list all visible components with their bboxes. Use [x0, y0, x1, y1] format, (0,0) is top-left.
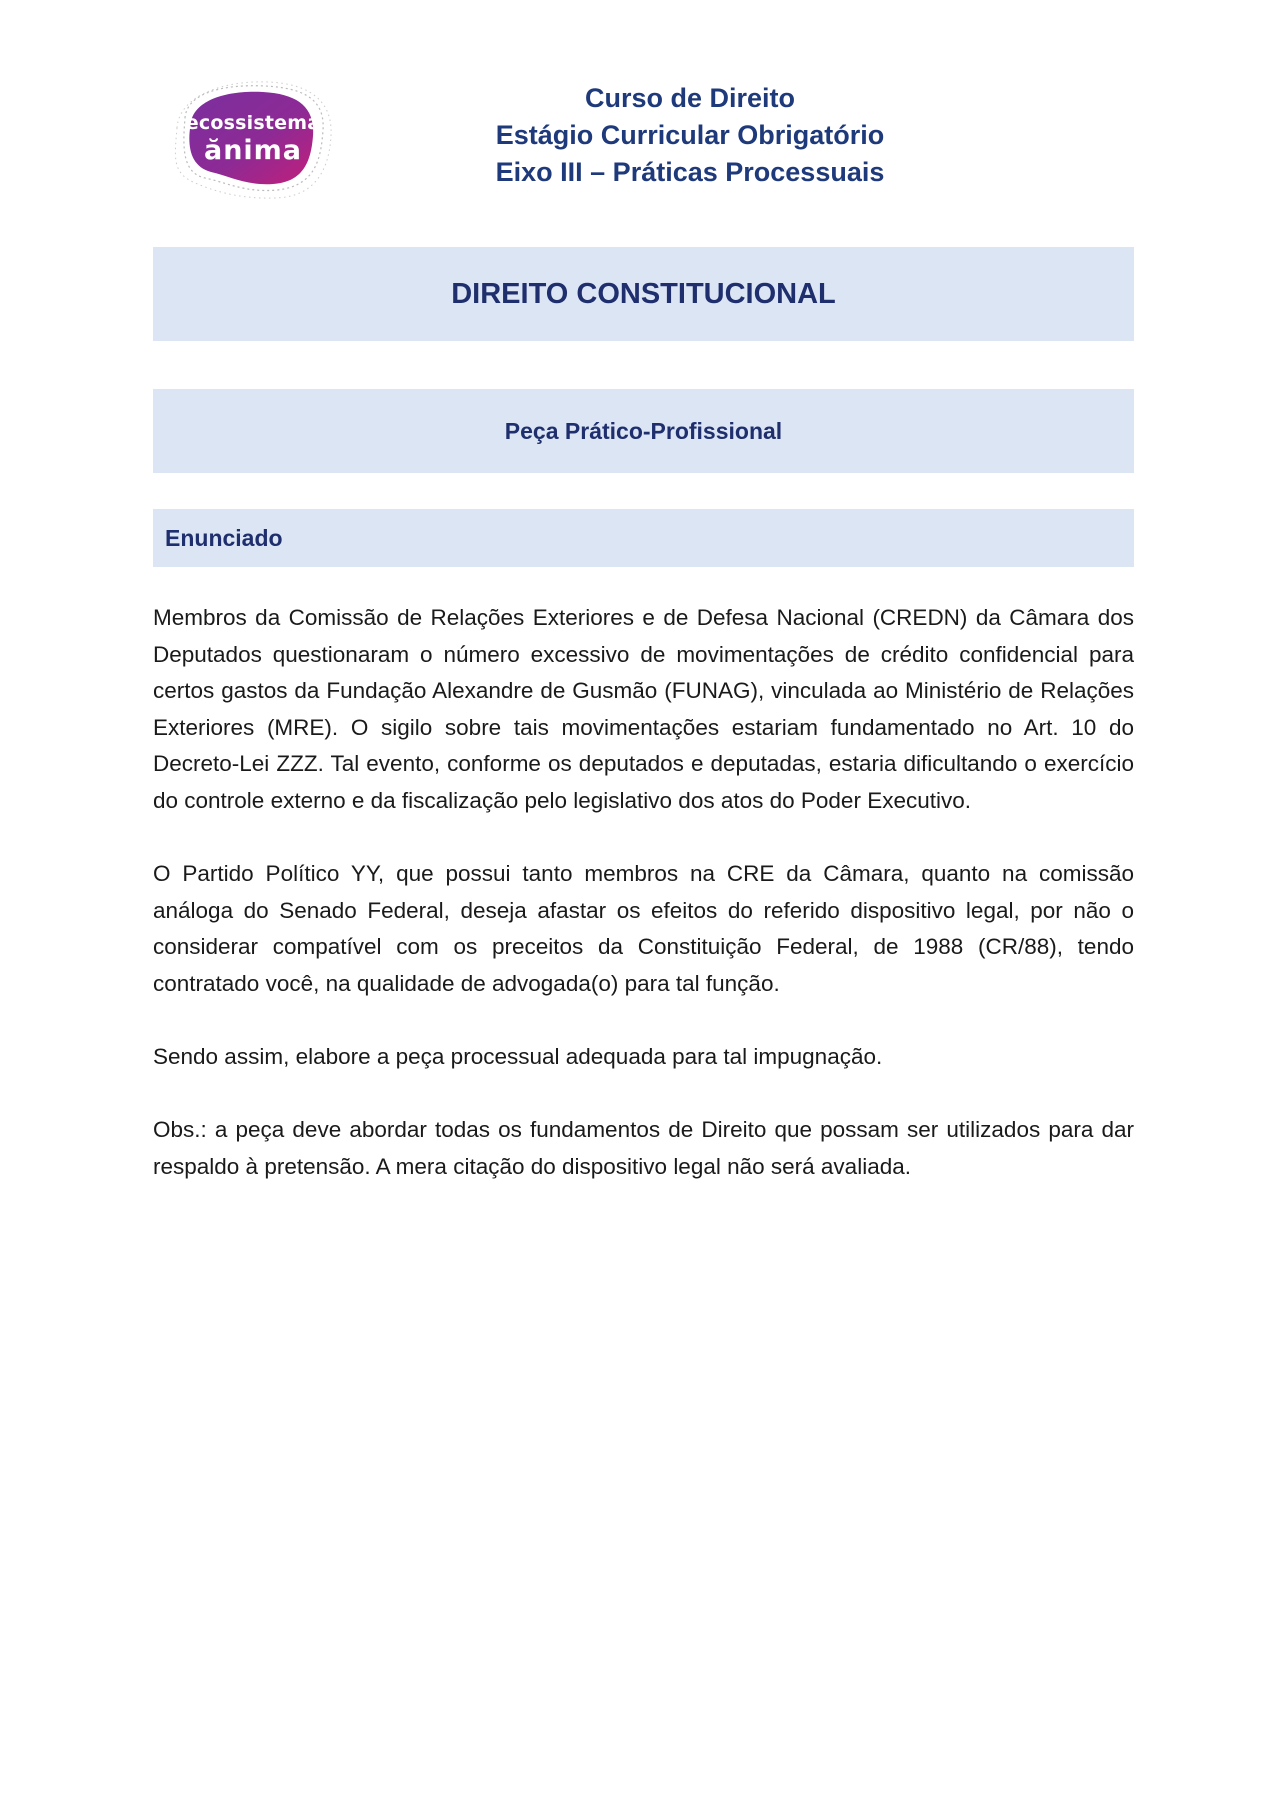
document-header [440, 80, 940, 191]
section-band [153, 509, 1134, 567]
paragraph: O Partido Político YY, que possui tanto membros na CRE da Câmara, quanto na comissão análoga do Senado Federal, deseja afastar os efeitos do referido dispositivo legal, por não o considerar compatível com os preceitos da Constituição Federal, de 1988 (CR/88), tendo contratado você, na qualidade de advogada(o) para tal função. [153, 861, 1134, 996]
statement-body [153, 600, 1134, 1222]
paragraph: Membros da Comissão de Relações Exteriores e de Defesa Nacional (CREDN) da Câmara dos Deputados questionaram o número excessivo de movimentações de crédito confidencial para certos gastos da Fundação Alexandre de Gusmão (FUNAG), vinculada ao Ministério de Relações Exteriores (MRE). O sigilo sobre tais movimentações estariam fundamentado no Art. 10 do Decreto-Lei ZZZ. Tal evento, conforme os deputados e deputadas, estaria dificultando o exercício do controle externo e da fiscalização pelo legislativo dos atos do Poder Executivo. [153, 605, 1134, 813]
section-heading: Enunciado [165, 524, 283, 551]
logo-text [165, 78, 335, 203]
paragraph: Sendo assim, elabore a peça processual adequada para tal impugnação. [153, 1044, 883, 1070]
paragraph: Obs.: a peça deve abordar todas os fundamentos de Direito que possam ser utilizados para dar respaldo à pretensão. A mera citação do dispositivo legal não será avaliada. [153, 1117, 1134, 1179]
header-axis: Eixo III – Práticas Processuais [495, 157, 885, 187]
title-band [153, 247, 1134, 341]
logo-text-line1: ecossistema [185, 111, 321, 134]
document-title: DIREITO CONSTITUCIONAL [451, 277, 836, 310]
header-internship: Estágio Curricular Obrigatório [495, 120, 885, 150]
header-course: Curso de Direito [584, 83, 796, 113]
document-subtitle: Peça Prático-Profissional [504, 417, 783, 444]
logo-text-line2: ănima [203, 134, 303, 166]
ecossistema-anima-logo [165, 78, 335, 203]
subtitle-band [153, 389, 1134, 473]
